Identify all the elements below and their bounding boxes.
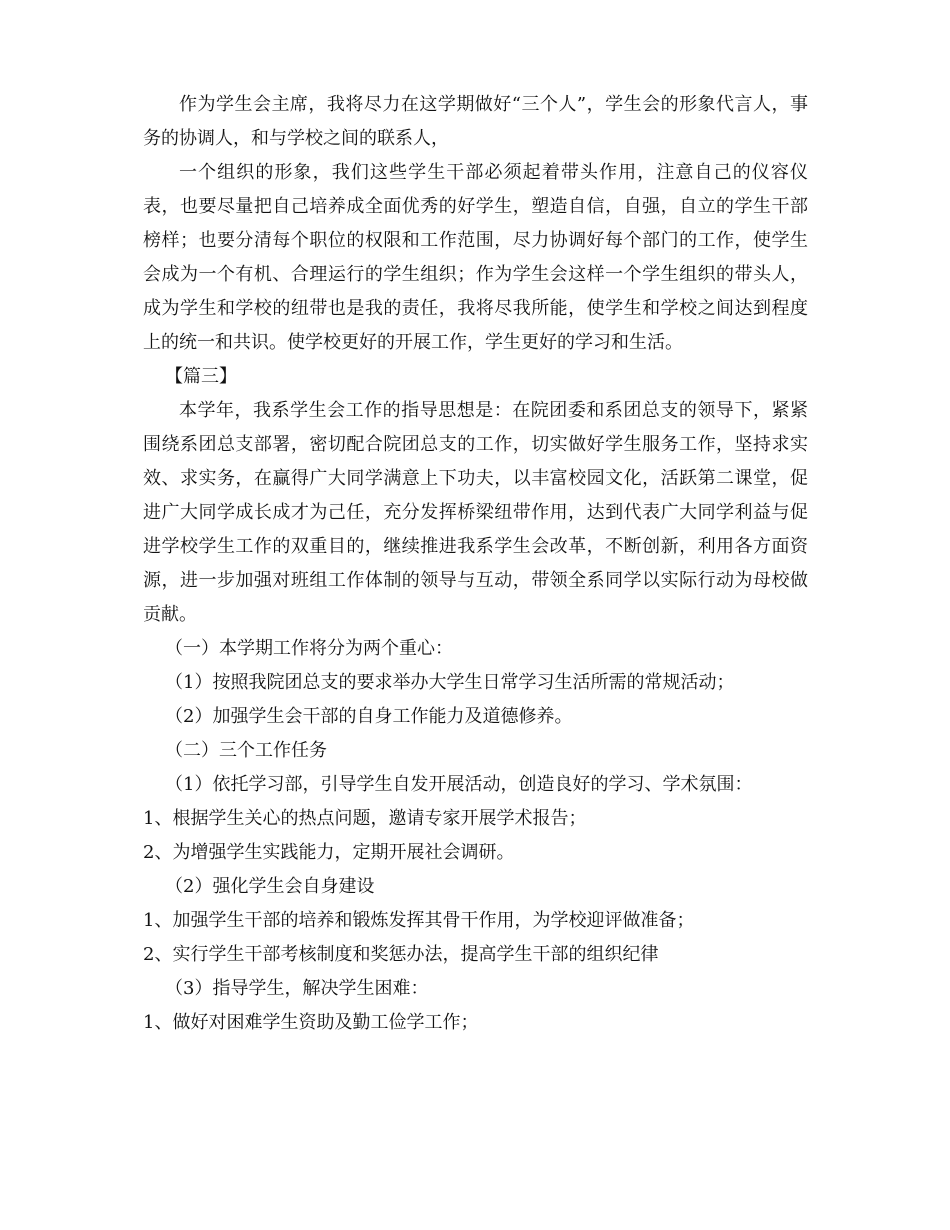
- paragraph-guiding-thought: 本学年，我系学生会工作的指导思想是：在院团委和系团总支的领导下，紧紧围绕系团总支部署，密切配合院团总支的工作，切实做好学生服务工作，坚持求实效、求实务，在赢得广大同学满意上下功夫，以丰富校园文化，活跃第二课堂，促进广大同学成长成才为己任，充分发挥桥梁纽带作用，达到代表广大同学利益与促进学校学生工作的双重目的，继续推进我系学生会改革，不断创新，利用各方面资源，进一步加强对班组工作体制的领导与互动，带领全系同学以实际行动为母校做贡献。: [143, 400, 808, 625]
- list-item-task-2-point-2: 2、实行学生干部考核制度和奖惩办法，提高学生干部的组织纪律: [143, 944, 659, 965]
- list-heading-three-tasks: （二）三个工作任务: [165, 740, 327, 761]
- list-item-task-2: （2）强化学生会自身建设: [165, 876, 375, 897]
- list-item-task-1-point-2: 2、为增强学生实践能力，定期开展社会调研。: [143, 842, 515, 863]
- list-item-focus-1: （1）按照我院团总支的要求举办大学生日常学习生活所需的常规活动；: [165, 672, 735, 693]
- paragraph-intro: 作为学生会主席，我将尽力在这学期做好“三个人”，学生会的形象代言人，事务的协调人，和与学校之间的联系人，: [143, 94, 808, 149]
- list-heading-two-focuses: （一）本学期工作将分为两个重心：: [165, 638, 453, 659]
- list-item-task-3: （3）指导学生，解决学生困难：: [165, 978, 429, 999]
- list-item-task-2-point-1: 1、加强学生干部的培养和锻炼发挥其骨干作用，为学校迎评做准备；: [143, 910, 695, 931]
- paragraph-organization-image: 一个组织的形象，我们这些学生干部必须起着带头作用，注意自己的仪容仪表，也要尽量把自己培养成全面优秀的好学生，塑造自信，自强，自立的学生干部榜样；也要分清每个职位的权限和工作范围，尽力协调好每个部门的工作，使学生会成为一个有机、合理运行的学生组织；作为学生会这样一个学生组织的带头人，成为学生和学校的纽带也是我的责任，我将尽我所能，使学生和学校之间达到程度上的统一和共识。使学校更好的开展工作，学生更好的学习和生活。: [143, 162, 808, 353]
- list-item-focus-2: （2）加强学生会干部的自身工作能力及道德修养。: [165, 706, 573, 727]
- list-item-task-3-point-1: 1、做好对困难学生资助及勤工俭学工作；: [143, 1012, 479, 1033]
- list-item-task-1-point-1: 1、根据学生关心的热点问题，邀请专家开展学术报告；: [143, 808, 587, 829]
- list-item-task-1: （1）依托学习部，引导学生自发开展活动，创造良好的学习、学术氛围：: [165, 774, 753, 795]
- section-heading-part-three: 【篇三】: [165, 366, 237, 387]
- document-body: [143, 88, 808, 1040]
